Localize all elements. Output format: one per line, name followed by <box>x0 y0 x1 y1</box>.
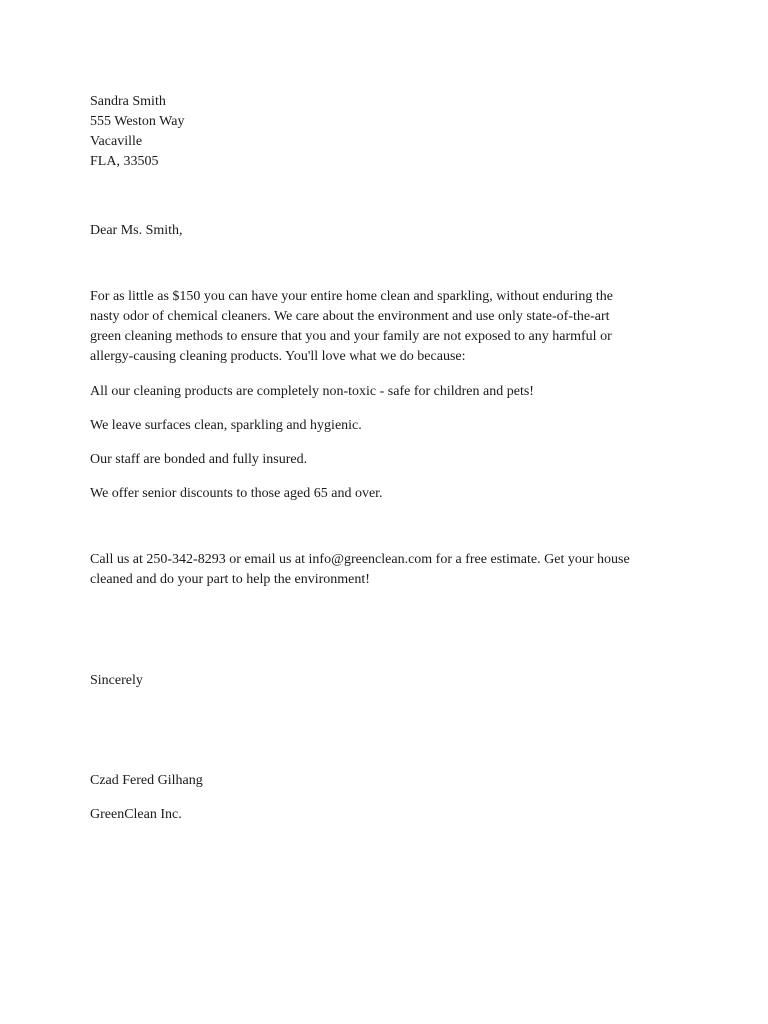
benefit-item: Our staff are bonded and fully insured. <box>90 452 308 467</box>
body-line: green cleaning methods to ensure that you and your family are not exposed to any harmful or <box>90 329 612 344</box>
signer-company: GreenClean Inc. <box>90 807 182 822</box>
body-line: nasty odor of chemical cleaners. We care about the environment and use only state-of-the-art <box>90 309 610 324</box>
cta-line: cleaned and do your part to help the environment! <box>90 572 370 587</box>
salutation: Dear Ms. Smith, <box>90 223 183 238</box>
closing: Sincerely <box>90 673 143 688</box>
body-line: For as little as $150 you can have your entire home clean and sparkling, without enduring the <box>90 289 613 304</box>
benefit-item: We offer senior discounts to those aged 65 and over. <box>90 486 383 501</box>
cta-line: Call us at 250-342-8293 or email us at info@greenclean.com for a free estimate. Get your house <box>90 552 630 567</box>
body-line: allergy-causing cleaning products. You'll love what we do because: <box>90 349 466 364</box>
recipient-address <box>90 92 675 172</box>
recipient-street: 555 Weston Way <box>90 114 185 129</box>
signer-name: Czad Fered Gilhang <box>90 773 203 788</box>
recipient-city: Vacaville <box>90 134 143 149</box>
recipient-state-zip: FLA, 33505 <box>90 154 159 169</box>
recipient-name: Sandra Smith <box>90 94 166 109</box>
benefit-item: We leave surfaces clean, sparkling and hygienic. <box>90 418 362 433</box>
body-paragraph <box>90 287 675 367</box>
call-to-action <box>90 550 675 590</box>
benefit-item: All our cleaning products are completely non-toxic - safe for children and pets! <box>90 384 534 399</box>
